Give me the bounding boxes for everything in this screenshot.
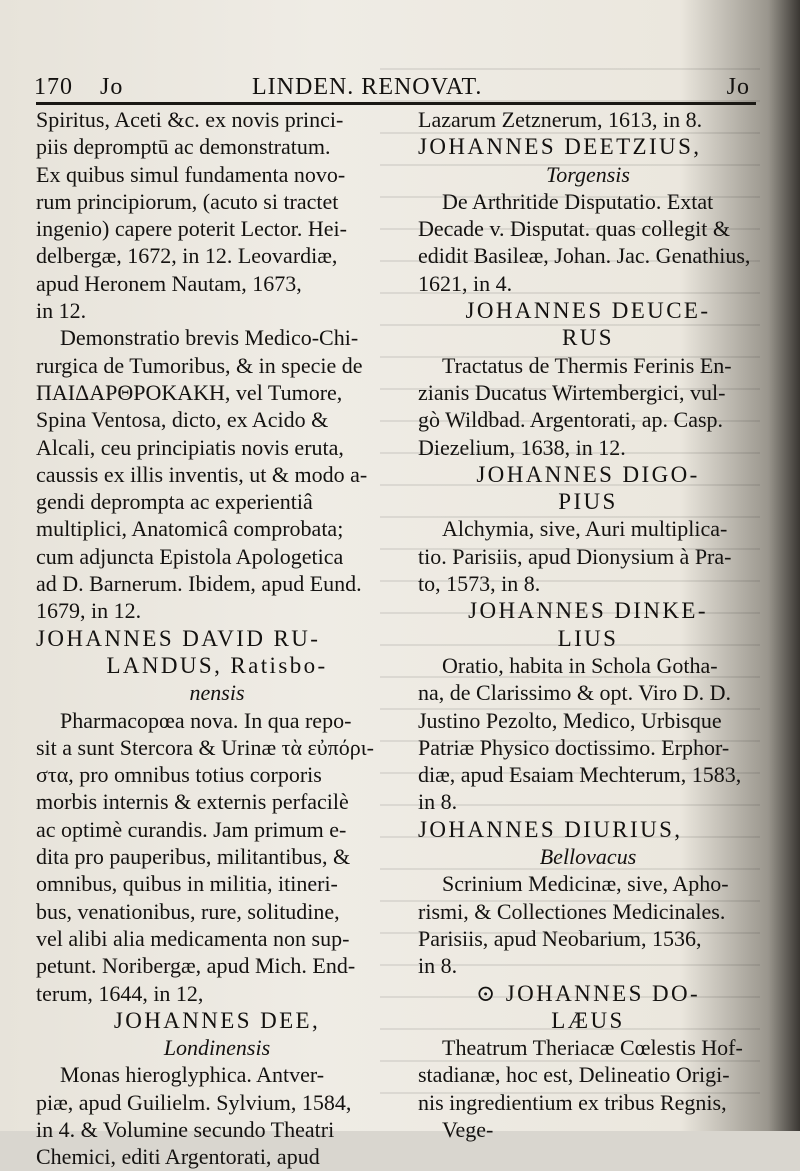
text-line: in 4. & Volumine secundo Theatri xyxy=(36,1116,335,1142)
header-left-tag: Jo xyxy=(100,74,124,100)
text-line: tio. Parisiis, apud Dionysium à Pra- xyxy=(418,543,732,569)
text-line: De Arthritide Disputatio. Extat xyxy=(442,188,714,214)
text-line: Tractatus de Thermis Ferinis En- xyxy=(442,352,732,378)
text-line: multiplici, Anatomicâ comprobata; xyxy=(36,516,344,542)
text-line: piæ, apud Guilielm. Sylvium, 1584, xyxy=(36,1089,352,1115)
text-line: delbergæ, 1672, in 12. Leovardiæ, xyxy=(36,243,338,269)
text-line: Spina Ventosa, dicto, ex Acido & xyxy=(36,407,329,433)
text-line: RUS xyxy=(562,325,614,351)
text-line: Alcali, ceu principiatis novis eruta, xyxy=(36,434,344,460)
text-line: ΠΑΙΔΑΡΘΡΟΚΑΚΗ, vel Tumore, xyxy=(36,379,343,405)
text-line: JOHANNES DINKE- xyxy=(468,598,708,624)
text-line: Londinensis xyxy=(163,1035,271,1061)
text-line: Spiritus, Aceti &c. ex novis princi- xyxy=(36,107,344,132)
page-number: 170 xyxy=(34,74,73,100)
text-line: Pharmacopœa nova. In qua repo- xyxy=(60,707,352,733)
text-line: LANDUS, Ratisbo- xyxy=(106,652,328,678)
text-line: Diezelium, 1638, in 12. xyxy=(418,434,626,460)
text-line: JOHANNES DEE, xyxy=(113,1007,321,1033)
text-line: Scrinium Medicinæ, sive, Apho- xyxy=(442,871,729,897)
text-line: ⊙ JOHANNES DO- xyxy=(475,980,701,1006)
text-line: 1621, in 4. xyxy=(418,270,513,296)
text-line: rum principiorum, (acuto si tractet xyxy=(36,188,339,214)
text-line: to, 1573, in 8. xyxy=(418,571,541,597)
text-line: dita pro pauperibus, militantibus, & xyxy=(36,844,351,870)
text-line: bus, venationibus, rure, solitudine, xyxy=(36,898,340,924)
text-line: ingenio) capere poterit Lector. Hei- xyxy=(36,216,347,242)
text-line: 1679, in 12. xyxy=(36,598,142,624)
text-line: rurgica de Tumoribus, & in specie de xyxy=(36,352,363,378)
text-line: JOHANNES DAVID RU- xyxy=(36,625,321,651)
text-line: Chemici, editi Argentorati, apud xyxy=(36,1144,320,1170)
text-line: gò Wildbad. Argentorati, ap. Casp. xyxy=(418,407,724,433)
text-line: JOHANNES DIURIUS, xyxy=(418,816,683,842)
text-line: Theatrum Theriacæ Cœlestis Hof- xyxy=(442,1035,743,1061)
text-line: gendi deprompta ac experientiâ xyxy=(36,489,313,515)
text-line: Alchymia, sive, Auri multiplica- xyxy=(442,516,728,542)
text-line: piis depromptū ac demonstratum. xyxy=(36,134,331,160)
left-column xyxy=(36,106,398,1171)
text-line: morbis internis & externis perfacilè xyxy=(36,789,349,815)
text-line: apud Heronem Nautam, 1673, xyxy=(36,270,302,296)
running-header xyxy=(30,68,750,102)
text-line: caussis ex illis inventis, ut & modo a- xyxy=(36,461,368,487)
text-line: ad D. Barnerum. Ibidem, apud Eund. xyxy=(36,571,362,597)
text-line: in 8. xyxy=(418,953,458,979)
text-line: vel alibi alia medicamenta non sup- xyxy=(36,925,350,951)
text-line: Parisiis, apud Neobarium, 1536, xyxy=(418,925,702,951)
text-line: Vege- xyxy=(442,1116,494,1142)
text-line: diæ, apud Esaiam Mechterum, 1583, xyxy=(418,762,742,788)
text-line: petunt. Noribergæ, apud Mich. End- xyxy=(36,953,356,979)
text-line: edidit Basileæ, Johan. Jac. Genathius, xyxy=(418,243,751,269)
text-line: Patriæ Physico doctissimo. Erphor- xyxy=(418,734,730,760)
header-right-tag: Jo xyxy=(726,74,750,100)
text-line: JOHANNES DEETZIUS, xyxy=(418,134,702,160)
header-title: LINDEN. RENOVAT. xyxy=(252,74,483,100)
text-line: LÆUS xyxy=(551,1007,625,1033)
text-line: nis ingredientium ex tribus Regnis, xyxy=(418,1089,727,1115)
text-line: sit a sunt Stercora & Urinæ τὰ εὐπόρι- xyxy=(36,734,374,760)
text-line: Torgensis xyxy=(546,161,630,187)
text-line: Monas hieroglyphica. Antver- xyxy=(60,1062,325,1088)
text-line: PIUS xyxy=(558,489,618,515)
text-line: Bellovacus xyxy=(539,844,637,870)
text-line: cum adjuncta Epistola Apologetica xyxy=(36,543,344,569)
text-line: Justino Pezolto, Medico, Urbisque xyxy=(418,707,722,733)
text-line: Oratio, habita in Schola Gotha- xyxy=(442,652,718,678)
text-line: LIUS xyxy=(557,625,619,651)
text-line: Demonstratio brevis Medico-Chi- xyxy=(60,325,359,351)
text-line: στα, pro omnibus totius corporis xyxy=(36,762,322,788)
header-rule xyxy=(36,102,756,105)
text-line: in 8. xyxy=(418,789,458,815)
text-line: stadianæ, hoc est, Delineatio Origi- xyxy=(418,1062,730,1088)
text-line: omnibus, quibus in militia, itineri- xyxy=(36,871,338,897)
text-line: Ex quibus simul fundamenta novo- xyxy=(36,161,346,187)
text-line: in 12. xyxy=(36,298,87,324)
text-line: rismi, & Collectiones Medicinales. xyxy=(418,898,726,924)
text-line: nensis xyxy=(189,680,245,706)
text-line: Decade v. Disputat. quas collegit & xyxy=(418,216,730,242)
text-line: ac optimè curandis. Jam primum e- xyxy=(36,816,347,842)
text-line: zianis Ducatus Wirtembergici, vul- xyxy=(418,379,726,405)
right-column xyxy=(418,106,758,1143)
text-line: JOHANNES DEUCE- xyxy=(465,298,711,324)
text-line: JOHANNES DIGO- xyxy=(476,461,700,487)
text-line: terum, 1644, in 12, xyxy=(36,980,204,1006)
text-line: na, de Clarissimo & opt. Viro D. D. xyxy=(418,680,731,706)
text-line: Lazarum Zetznerum, 1613, in 8. xyxy=(418,107,703,132)
